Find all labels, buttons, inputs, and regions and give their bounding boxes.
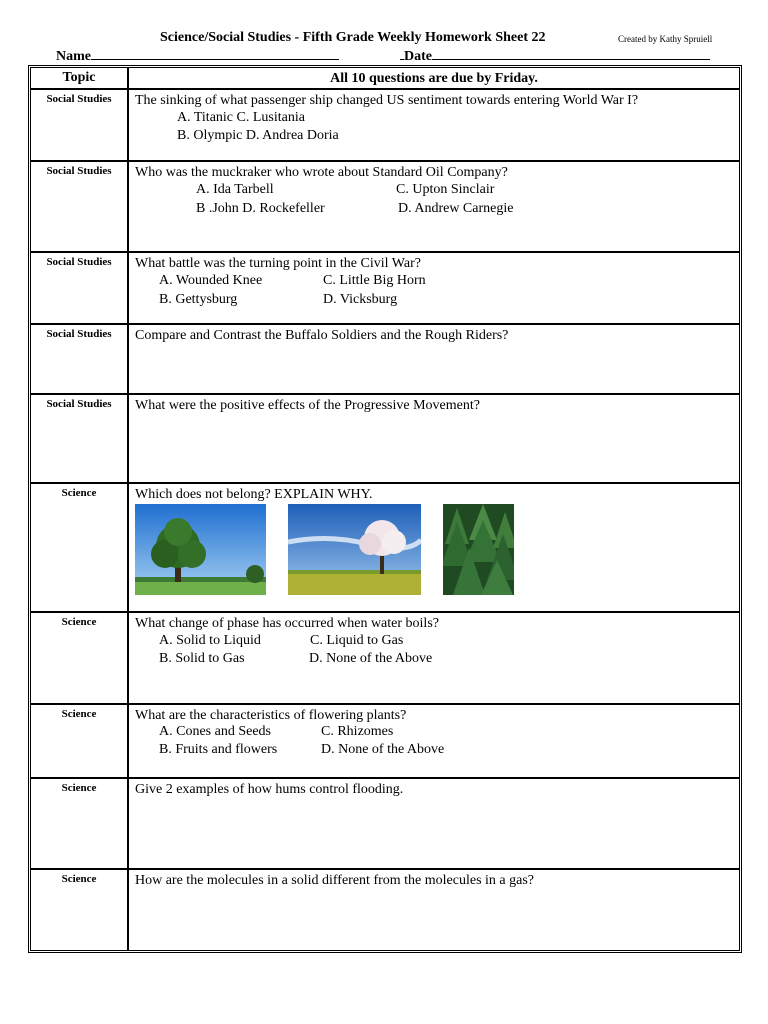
topic-label: Science [31,779,129,868]
oak-tree-photo [135,504,266,595]
question-row-10 [31,870,739,950]
question-row-6 [31,484,739,613]
answer-option-c: C. Liquid to Gas [310,633,404,648]
question-text: Which does not belong? EXPLAIN WHY. [135,487,373,502]
topic-label: Social Studies [31,162,129,251]
table-header-row [31,68,739,90]
name-field [56,47,339,65]
answer-option-a: A. Cones and Seeds [159,724,271,739]
question-text: What battle was the turning point in the Civil War? [135,256,421,271]
homework-table [28,65,742,953]
question-text: Who was the muckraker who wrote about Standard Oil Company? [135,165,508,180]
answer-options: A. Titanic C. Lusitania [177,110,305,125]
topic-label: Social Studies [31,395,129,482]
answer-option-b: B .John D. Rockefeller [196,201,325,216]
answer-option-b: B. Solid to Gas [159,651,245,666]
date-label: Date [404,49,432,64]
sheet-title: Science/Social Studies - Fifth Grade Weekly Homework Sheet 22 [160,30,546,45]
topic-column-header: Topic [31,68,129,88]
question-text: The sinking of what passenger ship changed US sentiment towards entering World War I? [135,93,639,108]
answer-option-d: D. Vicksburg [323,292,398,307]
question-row-9 [31,779,739,870]
date-blank[interactable] [432,47,710,60]
date-field [400,47,710,65]
topic-label: Science [31,484,129,611]
evergreen-trees-photo [443,504,514,595]
name-blank[interactable] [91,47,339,60]
question-row-7 [31,613,739,705]
question-text: What are the characteristics of flowering plants? [135,708,407,723]
topic-label: Science [31,705,129,777]
answer-options: B. Olympic D. Andrea Doria [177,128,339,143]
question-text: What change of phase has occurred when water boils? [135,616,439,631]
name-label: Name [56,49,91,64]
author-credit: Created by Kathy Spruiell [618,34,713,44]
question-row-5 [31,395,739,484]
answer-option-b: B. Fruits and flowers [159,742,278,757]
question-row-3 [31,253,739,325]
answer-option-a: A. Ida Tarbell [196,182,274,197]
answer-option-c: C. Little Big Horn [323,273,426,288]
answer-option-d: D. None of the Above [321,742,445,757]
topic-label: Social Studies [31,253,129,323]
question-row-2 [31,162,739,253]
answer-option-c: C. Upton Sinclair [396,182,495,197]
blossom-tree-photo [288,504,421,595]
question-row-4 [31,325,739,395]
topic-label: Social Studies [31,90,129,160]
topic-label: Science [31,870,129,950]
question-row-1 [31,90,739,162]
topic-label: Science [31,613,129,703]
answer-option-d: D. None of the Above [309,651,433,666]
due-notice: All 10 questions are due by Friday. [330,71,538,86]
answer-option-a: A. Solid to Liquid [159,633,261,648]
answer-option-d: D. Andrew Carnegie [398,201,514,216]
answer-option-a: A. Wounded Knee [159,273,263,288]
question-text: What were the positive effects of the Progressive Movement? [135,398,480,413]
question-text: Give 2 examples of how hums control flooding. [135,782,404,797]
answer-option-b: B. Gettysburg [159,292,238,307]
topic-label: Social Studies [31,325,129,393]
question-row-8 [31,705,739,779]
question-text: How are the molecules in a solid different from the molecules in a gas? [135,873,534,888]
question-text: Compare and Contrast the Buffalo Soldiers and the Rough Riders? [135,328,509,343]
answer-option-c: C. Rhizomes [321,724,394,739]
